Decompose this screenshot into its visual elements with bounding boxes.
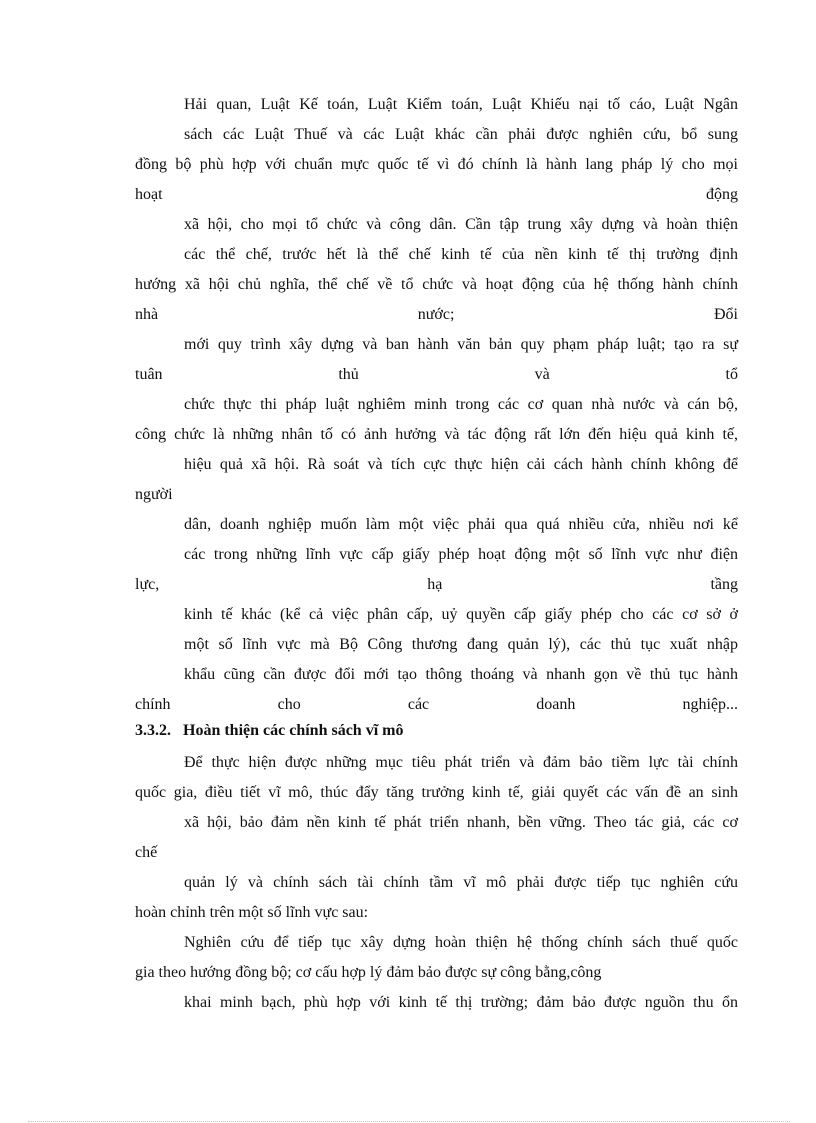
body-line: quản lý và chính sách tài chính tầm vĩ mô phải được tiếp tục nghiên cứu (184, 874, 738, 891)
body-line: sách các Luật Thuế và các Luật khác cần phải được nghiên cứu, bổ sung (184, 126, 738, 143)
body-line: Để thực hiện được những mục tiêu phát triển và đảm bảo tiềm lực tài chính (184, 754, 738, 771)
body-line: hiệu quả xã hội. Rà soát và tích cực thực hiện cải cách hành chính không để (184, 456, 738, 473)
body-line: tuân thủ và tổ (135, 366, 738, 383)
body-line: công chức là những nhân tố có ảnh hưởng và tác động rất lớn đến hiệu quả kinh tế, (135, 426, 738, 443)
body-line: kinh tế khác (kể cả việc phân cấp, uỷ quyền cấp giấy phép cho các cơ sở ở (184, 606, 738, 623)
body-line: lực, hạ tầng (135, 576, 738, 593)
body-line: một số lĩnh vực mà Bộ Công thương đang quản lý), các thủ tục xuất nhập (184, 636, 738, 653)
body-line: mới quy trình xây dựng và ban hành văn bản quy phạm pháp luật; tạo ra sự (184, 336, 738, 353)
body-line: nhà nước; Đổi (135, 306, 738, 323)
body-line: dân, doanh nghiệp muốn làm một việc phải qua quá nhiều cửa, nhiều nơi kể (184, 516, 738, 533)
body-line: hướng xã hội chủ nghĩa, thể chế về tổ chức và hoạt động của hệ thống hành chính (135, 276, 738, 293)
section-heading (135, 721, 403, 741)
section-number: 3.3.2. (135, 722, 171, 739)
body-line: chính cho các doanh nghiệp... (135, 696, 738, 713)
body-line: chức thực thi pháp luật nghiêm minh trong các cơ quan nhà nước và cán bộ, (184, 396, 738, 413)
section-title: Hoàn thiện các chính sách vĩ mô (183, 722, 404, 739)
page-bottom-rule (28, 1121, 790, 1122)
body-line: đồng bộ phù hợp với chuẩn mực quốc tế vì đó chính là hành lang pháp lý cho mọi (135, 156, 738, 173)
body-line: Nghiên cứu để tiếp tục xây dựng hoàn thiện hệ thống chính sách thuế quốc (184, 934, 738, 951)
body-line: người (135, 486, 173, 503)
body-line: xã hội, cho mọi tổ chức và công dân. Cần tập trung xây dựng và hoàn thiện (184, 216, 738, 233)
body-line: khẩu cũng cần được đổi mới tạo thông thoáng và nhanh gọn về thủ tục hành (184, 666, 738, 683)
body-line: khai minh bạch, phù hợp với kinh tế thị trường; đảm bảo được nguồn thu ổn (184, 994, 738, 1011)
body-line: hoàn chỉnh trên một số lĩnh vực sau: (135, 904, 369, 921)
body-line: gia theo hướng đồng bộ; cơ cấu hợp lý đảm bảo được sự công bằng,công (135, 964, 602, 981)
body-line: các trong những lĩnh vực cấp giấy phép hoạt động một số lĩnh vực như điện (184, 546, 738, 563)
body-line: chế (135, 844, 158, 861)
body-line: Hải quan, Luật Kế toán, Luật Kiểm toán, Luật Khiếu nại tố cáo, Luật Ngân (184, 96, 738, 113)
body-line: hoạt động (135, 186, 738, 203)
body-line: xã hội, bảo đảm nền kinh tế phát triển nhanh, bền vững. Theo tác giả, các cơ (184, 814, 738, 831)
body-line: các thể chế, trước hết là thể chế kinh tế của nền kinh tế thị trường định (184, 246, 738, 263)
body-line: quốc gia, điều tiết vĩ mô, thúc đẩy tăng trưởng kinh tế, giải quyết các vấn đề an sinh (135, 784, 738, 801)
